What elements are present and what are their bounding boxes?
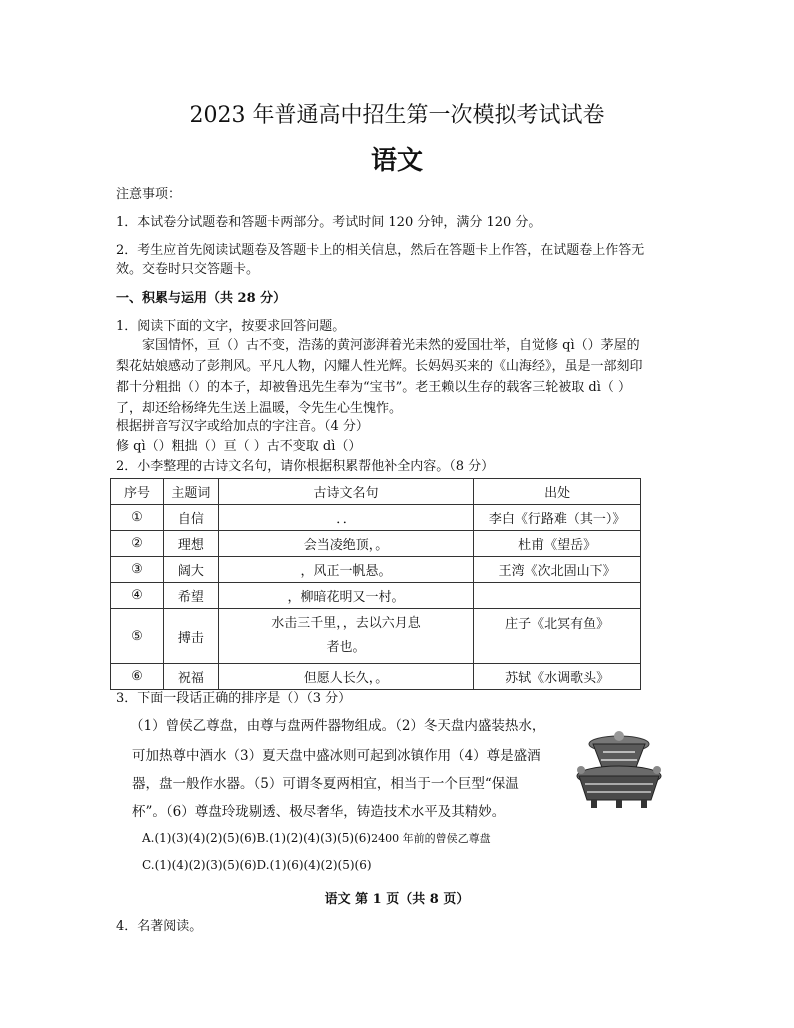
- verse-line: 会当凌绝顶，。: [303, 538, 389, 553]
- exam-title: 2023 年普通高中招生第一次模拟考试试卷: [189, 103, 605, 128]
- notice-heading: 注意事项：: [116, 187, 182, 202]
- question-1-task: 根据拼音写汉字或给加点的字注音。（4 分）: [116, 419, 369, 434]
- row-source: 李白《行路难（其一）》: [474, 505, 641, 531]
- question-3-prompt: 3．下面一段话正确的排序是（）（3 分）: [116, 691, 352, 706]
- passage-line: 了，却还给杨绛先生送上温暖，令先生心生愧怍。: [116, 401, 403, 416]
- page-footer: 语文 第 1 页（共 8 页）: [324, 892, 470, 907]
- question-4-prompt: 4．名著阅读。: [116, 919, 203, 934]
- notice-item: 1．本试卷分试题卷和答题卡两部分。考试时间 120 分钟，满分 120 分。: [116, 215, 542, 230]
- row-source: [474, 583, 641, 609]
- row-number: ⑥: [111, 664, 164, 690]
- verse-line: 但愿人长久，。: [303, 671, 389, 686]
- row-verse: [218, 664, 473, 690]
- passage-line: 可加热尊中酒水（3）夏天盘中盛冰则可起到冰镇作用（4）尊是盛酒: [132, 748, 541, 764]
- table-header-row: [111, 479, 641, 505]
- row-number: ⑤: [111, 609, 164, 664]
- section-heading: 一、积累与运用（共 28 分）: [116, 291, 287, 306]
- passage-line: （1）曾侯乙尊盘，由尊与盘两件器物组成。（2）冬天盘内盛装热水，: [130, 718, 546, 734]
- image-caption: 2400 年前的曾侯乙尊盘: [371, 832, 491, 845]
- row-number: ②: [111, 531, 164, 557]
- row-number: ③: [111, 557, 164, 583]
- options-c-d: C.(1)(4)(2)(3)(5)(6)D.(1)(6)(4)(2)(5)(6): [142, 858, 372, 872]
- passage-line: 杯”。（6）尊盘玲珑剔透、极尽奢华，铸造技术水平及其精妙。: [132, 804, 506, 820]
- table-row: [111, 557, 641, 583]
- row-source: 杜甫《望岳》: [474, 531, 641, 557]
- table-row: [111, 531, 641, 557]
- row-theme: 希望: [163, 583, 218, 609]
- table-header: 出处: [474, 479, 641, 505]
- passage-line: 家国情怀，亘（）古不变，浩荡的黄河澎湃着光耒然的爱国壮举，自觉修 qì（）茅屋的: [142, 338, 640, 353]
- poem-table: [110, 478, 641, 690]
- table-header: 古诗文名句: [218, 479, 473, 505]
- passage-line: 都十分粗拙（）的本子，却被鲁迅先生奉为“宝书”。老王赖以生存的载客三轮被取 dì（ ）: [116, 380, 632, 395]
- question-1-prompt: 1．阅读下面的文字，按要求回答问题。: [116, 319, 346, 334]
- passage-line: 器，盘一般作水器。（5）可谓冬夏两相宜，相当于一个巨型“保温: [132, 776, 519, 792]
- passage-line: 梨花姑娘感动了彭荆风。平凡人物，闪耀人性光辉。长妈妈买来的《山海经》，虽是一部刻印: [116, 359, 643, 374]
- row-theme: 搏击: [163, 609, 218, 664]
- options-a-b: [142, 830, 491, 846]
- row-theme: 理想: [163, 531, 218, 557]
- verse-line: 水击三千里，，去以六月息: [271, 616, 421, 631]
- row-source: 苏轼《水调歌头》: [474, 664, 641, 690]
- table-header: 主题词: [163, 479, 218, 505]
- zun-pan-bronze-image: [573, 730, 665, 812]
- notice-item: 效。交卷时只交答题卡。: [116, 262, 260, 277]
- question-1-answers: 修 qì（）粗拙（）亘（ ）古不变取 dì（）: [116, 439, 362, 454]
- verse-line: ，风正一帆悬。: [300, 564, 392, 579]
- question-2-prompt: 2．小李整理的古诗文名句，请你根据积累帮他补全内容。（8 分）: [116, 459, 495, 474]
- table-row: [111, 583, 641, 609]
- table-row: [111, 505, 641, 531]
- row-verse: [218, 505, 473, 531]
- verse-line: 者也。: [326, 640, 366, 655]
- table-header: 序号: [111, 479, 164, 505]
- verse-line: ．．: [336, 512, 356, 527]
- verse-line: ，柳暗花明又一村。: [287, 590, 405, 605]
- row-verse: [218, 531, 473, 557]
- option-text: A.(1)(3)(4)(2)(5)(6)B.(1)(2)(4)(3)(5)(6): [142, 831, 372, 845]
- row-source: 庄子《北冥有鱼》: [474, 609, 641, 664]
- row-verse: [218, 583, 473, 609]
- table-row: [111, 664, 641, 690]
- row-number: ④: [111, 583, 164, 609]
- row-source: 王湾《次北固山下》: [474, 557, 641, 583]
- row-theme: 阔大: [163, 557, 218, 583]
- subject-title: 语文: [370, 146, 423, 176]
- notice-item: 2．考生应首先阅读试题卷及答题卡上的相关信息，然后在答题卡上作答，在试题卷上作答无: [116, 243, 645, 258]
- row-theme: 自信: [163, 505, 218, 531]
- row-verse: [218, 557, 473, 583]
- table-row: [111, 609, 641, 664]
- row-number: ①: [111, 505, 164, 531]
- row-verse: [218, 609, 473, 664]
- row-theme: 祝福: [163, 664, 218, 690]
